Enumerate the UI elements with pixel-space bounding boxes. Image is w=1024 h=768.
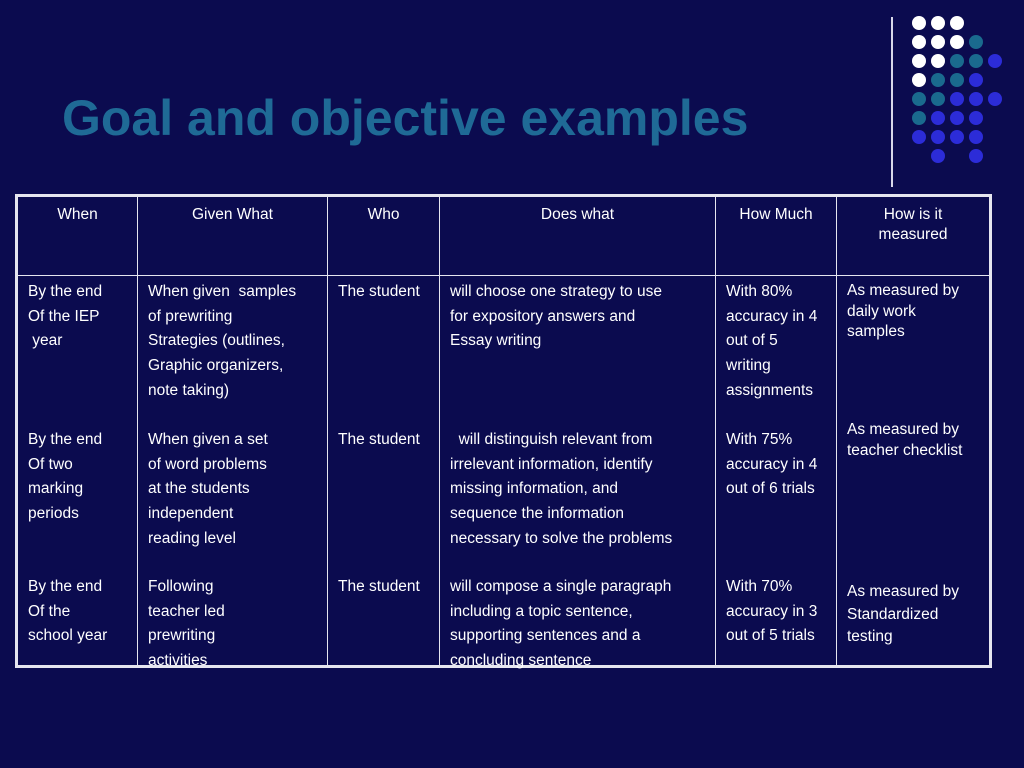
entry-row-2: [28, 428, 133, 527]
entry-row-1: [338, 280, 435, 305]
cell-line: activities: [148, 652, 208, 670]
goals-objectives-table: [15, 194, 992, 668]
cell-how-much: [716, 276, 837, 667]
decorative-dot: [931, 54, 945, 68]
column-header-how-measured: [837, 196, 991, 276]
decorative-dot: [950, 92, 964, 106]
decorative-dot: [969, 149, 983, 163]
decorative-dot: [912, 35, 926, 49]
decorative-dot: [969, 35, 983, 49]
cell-line: of prewriting: [148, 307, 233, 325]
decorative-dot: [950, 35, 964, 49]
cell-line: out of 5 trials: [726, 627, 815, 645]
decorative-dot: [912, 92, 926, 106]
cell-line: teacher checklist: [847, 441, 963, 459]
entry-row-3: [148, 575, 323, 674]
cell-line: testing: [847, 628, 893, 645]
column-header-when: When: [17, 196, 138, 276]
cell-line: Essay writing: [450, 332, 542, 350]
cell-line: accuracy in 4: [726, 307, 818, 325]
cell-line: As measured by: [847, 583, 959, 600]
table-header-row: [17, 196, 991, 276]
cell-line: sequence the information: [450, 505, 625, 523]
decorative-dot: [931, 35, 945, 49]
decorative-divider-line: [891, 17, 893, 187]
decorative-dot: [950, 54, 964, 68]
cell-line: daily work: [847, 302, 916, 320]
header-line: measured: [878, 226, 948, 244]
cell-line: necessary to solve the problems: [450, 529, 673, 547]
cell-line: The student: [338, 578, 420, 595]
entry-row-1: [450, 280, 711, 354]
cell-line: The student: [338, 431, 420, 448]
cell-line: samples: [847, 323, 905, 340]
decorative-dot: [931, 149, 945, 163]
column-header-does-what: Does what: [440, 196, 716, 276]
cell-line: Of the: [28, 602, 71, 620]
cell-line: irrelevant information, identify: [450, 455, 653, 473]
column-header-how-much: How Much: [716, 196, 837, 276]
decorative-dot: [912, 16, 926, 30]
cell-line: When given samples: [148, 283, 297, 300]
column-header-given-what: Given What: [138, 196, 328, 276]
cell-line: including a topic sentence,: [450, 602, 633, 620]
cell-does-what: [440, 276, 716, 670]
cell-line: of word problems: [148, 455, 267, 473]
cell-line: prewriting: [148, 627, 216, 645]
decorative-dot: [931, 16, 945, 30]
decorative-dot: [912, 111, 926, 125]
entry-row-1: [148, 280, 323, 404]
decorative-dot: [969, 73, 983, 87]
cell-who: [328, 276, 440, 667]
cell-line: will choose one strategy to use: [450, 283, 662, 300]
cell-line: year: [28, 332, 63, 350]
entry-row-3: [338, 575, 435, 600]
cell-line: supporting sentences and a: [450, 627, 641, 645]
decorative-dot: [969, 92, 983, 106]
decorative-dot: [950, 16, 964, 30]
cell-line: for expository answers and: [450, 307, 636, 325]
entry-row-2: [338, 428, 435, 453]
cell-line: Strategies (outlines,: [148, 332, 285, 350]
cell-line: Graphic organizers,: [148, 357, 284, 375]
entry-row-3: [450, 575, 711, 674]
cell-line: teacher led: [148, 602, 225, 620]
column-header-who: Who: [328, 196, 440, 276]
entry-row-2: [148, 428, 323, 552]
entry-row-1: [726, 280, 832, 404]
entry-row-1: [28, 280, 133, 354]
cell-line: will distinguish relevant from: [450, 431, 653, 448]
cell-line: marking: [28, 480, 84, 498]
cell-line: By the end: [28, 283, 103, 300]
cell-line: By the end: [28, 431, 103, 448]
header-line: How is it: [883, 206, 943, 223]
cell-line: accuracy in 3: [726, 602, 818, 620]
decorative-dot: [931, 111, 945, 125]
cell-line: periods: [28, 505, 79, 523]
cell-line: Standardized: [847, 605, 939, 623]
decorative-dot: [950, 130, 964, 144]
decorative-dot: [969, 111, 983, 125]
decorative-dot: [969, 54, 983, 68]
cell-line: accuracy in 4: [726, 455, 818, 473]
cell-line: With 75%: [726, 431, 793, 448]
decorative-dot: [988, 92, 1002, 106]
decorative-dot: [912, 54, 926, 68]
slide-title: Goal and objective examples: [62, 90, 749, 146]
decorative-dot: [950, 73, 964, 87]
decorative-dot: [988, 54, 1002, 68]
decorative-dot: [931, 130, 945, 144]
cell-line: concluding sentence: [450, 652, 592, 670]
cell-line: will compose a single paragraph: [450, 578, 672, 595]
decorative-dot: [912, 73, 926, 87]
entry-row-2: [847, 420, 985, 461]
cell-line: writing: [726, 357, 771, 375]
decorative-dot: [931, 73, 945, 87]
cell-line: Of two: [28, 455, 73, 473]
cell-line: school year: [28, 627, 108, 645]
cell-line: out of 6 trials: [726, 480, 815, 498]
entry-row-2: [450, 428, 711, 552]
cell-line: When given a set: [148, 431, 268, 448]
cell-line: missing information, and: [450, 480, 618, 498]
cell-line: As measured by: [847, 421, 959, 438]
table-row: [17, 276, 991, 667]
entry-row-3: [28, 575, 133, 649]
entry-row-2: [726, 428, 832, 502]
cell-when: [17, 276, 138, 667]
decorative-dot: [912, 130, 926, 144]
cell-line: By the end: [28, 578, 103, 595]
cell-line: assignments: [726, 381, 814, 399]
decorative-dot: [950, 111, 964, 125]
cell-line: With 80%: [726, 283, 793, 300]
cell-line: out of 5: [726, 332, 778, 350]
cell-line: Of the IEP: [28, 307, 100, 325]
decorative-dot: [931, 92, 945, 106]
cell-line: Following: [148, 578, 214, 595]
cell-line: As measured by: [847, 282, 959, 299]
cell-line: The student: [338, 283, 420, 300]
cell-given-what: [138, 276, 328, 670]
entry-row-3: [847, 582, 985, 648]
entry-row-3: [726, 575, 832, 649]
cell-line: reading level: [148, 529, 236, 547]
cell-line: With 70%: [726, 578, 793, 595]
cell-line: independent: [148, 505, 234, 523]
decorative-dot: [969, 130, 983, 144]
entry-row-1: [847, 281, 985, 343]
cell-how-measured: [837, 276, 991, 667]
cell-line: at the students: [148, 480, 250, 498]
cell-line: note taking): [148, 381, 229, 399]
